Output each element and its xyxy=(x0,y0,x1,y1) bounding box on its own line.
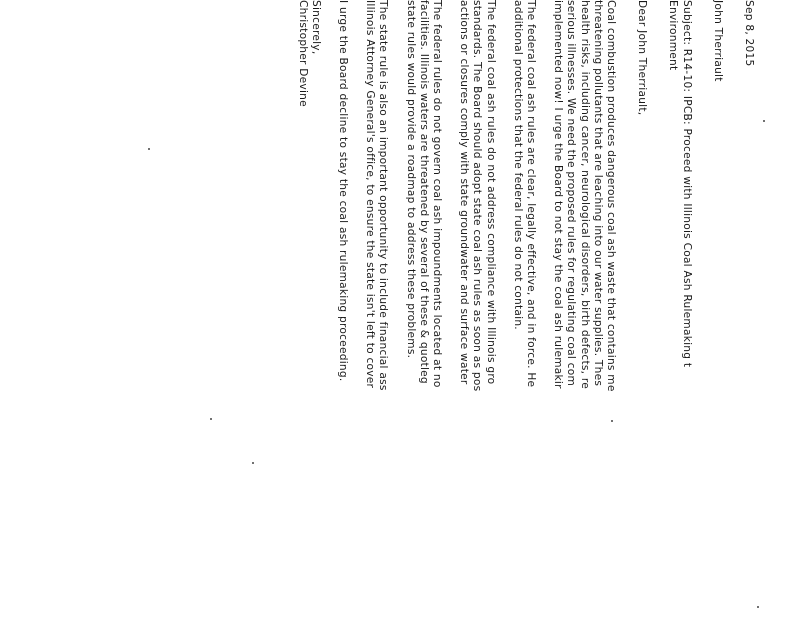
paragraph-1-line: serious illnesses. We need the proposed rules for regulating coal com xyxy=(565,0,578,387)
paragraph-3-line: standards. The Board should adopt state coal ash rules as soon as pos xyxy=(471,0,484,392)
letter-date: Sep 8, 2015 xyxy=(743,0,755,67)
letter-signature-name: Christopher Devine xyxy=(296,0,309,107)
paragraph-5-line: The state rule is also an important opportunity to include financial ass xyxy=(377,0,390,391)
letter-subject: Subject: R14-10: IPCB: Proceed with Illinois Coal Ash Rulemaking t xyxy=(680,0,693,368)
rotated-letter xyxy=(296,0,755,560)
scan-speck xyxy=(210,418,212,420)
paragraph-4-line: facilities. Illinois waters are threatened by several of these & quotleg xyxy=(417,0,430,384)
scan-speck xyxy=(252,462,254,464)
paragraph-4-line: state rules would provide a roadmap to address these problems. xyxy=(404,0,417,359)
paragraph-1-line: implemented now! I urge the Board to not stay the coal ash rulemakir xyxy=(552,0,565,389)
letter-salutation: Dear John Therriault, xyxy=(636,0,649,116)
letter-subject-continued: Environment xyxy=(667,0,680,71)
paragraph-2-line: The federal coal ash rules are clear, legally effective, and in force. He xyxy=(524,0,537,388)
paragraph-2-line: additional protections that the federal rules do not contain. xyxy=(511,0,524,330)
letter-closing: Sincerely, xyxy=(309,0,322,55)
scan-speck xyxy=(763,120,765,122)
paragraph-1-line: Coal combustion produces dangerous coal ash waste that contains me xyxy=(604,0,617,392)
paragraph-1-line: health risks, including cancer, neurological disorders, birth defects, re xyxy=(578,0,591,390)
paragraph-3-line: The federal coal ash rules do not address compliance with Illinois gro xyxy=(484,0,497,385)
paragraph-4-line: The federal rules do not govern coal ash impoundments located at no xyxy=(430,0,443,388)
paragraph-6-line: I urge the Board decline to stay the coal ash rulemaking proceeding. xyxy=(336,0,349,382)
letter-body xyxy=(295,0,755,600)
scan-speck xyxy=(757,606,759,608)
paragraph-5-line: Illinois Attorney General's office, to ensure the state isn't left to cover xyxy=(364,0,377,389)
letter-recipient: John Therriault xyxy=(711,0,724,82)
scan-speck xyxy=(148,148,150,150)
paragraph-3-line: actions or closures comply with state groundwater and surface water xyxy=(458,0,471,385)
paragraph-1-line: threatening pollutants that are leaching into our water supplies. Thes xyxy=(591,0,604,387)
